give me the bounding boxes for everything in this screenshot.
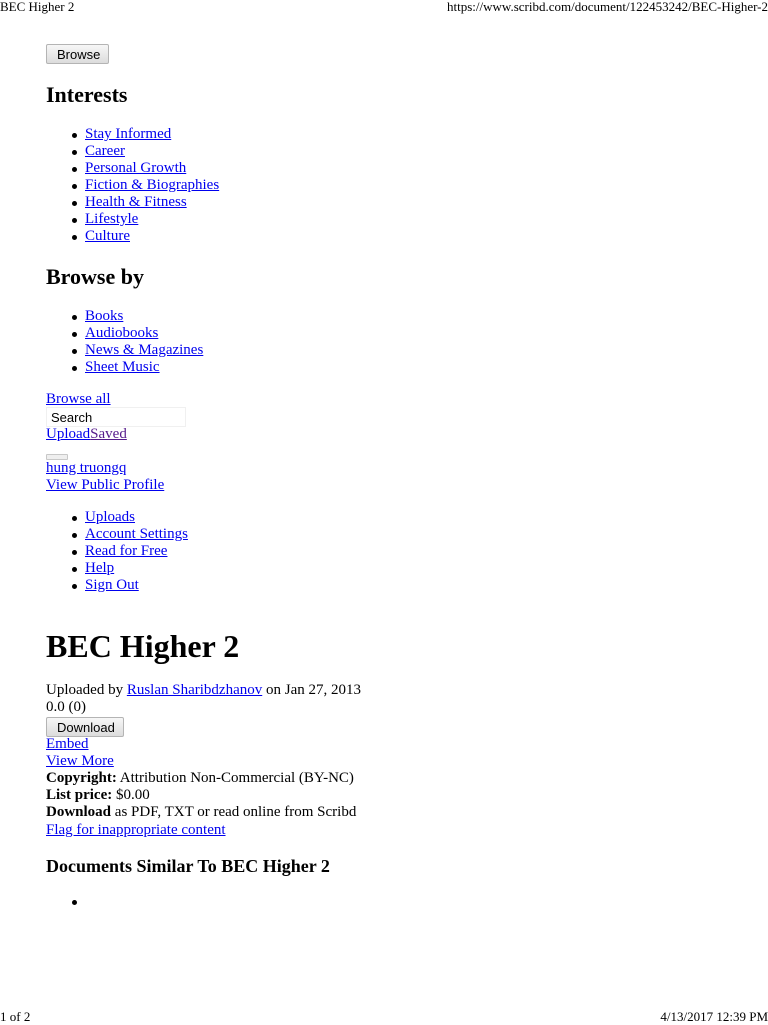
list-item xyxy=(46,509,188,526)
upload-link[interactable]: Upload xyxy=(46,426,91,442)
interest-link-career[interactable]: Career xyxy=(85,143,125,159)
list-item xyxy=(46,160,219,177)
user-name-link[interactable]: hung truongq xyxy=(46,460,127,476)
sign-out-link[interactable]: Sign Out xyxy=(85,577,139,593)
print-footer-page-count: 1 of 2 xyxy=(0,1009,31,1024)
help-link[interactable]: Help xyxy=(85,560,115,576)
list-price-line xyxy=(46,787,150,804)
list-item xyxy=(46,126,219,143)
interests-list xyxy=(46,126,219,245)
list-item xyxy=(46,893,89,910)
flag-content-link[interactable]: Flag for inappropriate content xyxy=(46,822,226,838)
list-item xyxy=(46,577,188,594)
list-item xyxy=(46,308,203,325)
browse-all-link[interactable]: Browse all xyxy=(46,391,111,407)
embed-link[interactable]: Embed xyxy=(46,736,89,752)
rating: 0.0 (0) xyxy=(46,699,86,715)
read-for-free-link[interactable]: Read for Free xyxy=(85,543,168,559)
list-price-value: $0.00 xyxy=(115,787,150,803)
uploaded-by-line xyxy=(46,682,361,699)
upload-date: on Jan 27, 2013 xyxy=(265,682,361,698)
print-header-url: https://www.scribd.com/document/122453242/BEC-Higher-2 xyxy=(447,0,768,14)
list-item xyxy=(46,543,188,560)
download-info-text: as PDF, TXT or read online from Scribd xyxy=(114,804,357,820)
interest-link-health-fitness[interactable]: Health & Fitness xyxy=(85,194,187,210)
list-item xyxy=(46,228,219,245)
browse-link-audiobooks[interactable]: Audiobooks xyxy=(85,325,159,341)
list-item xyxy=(46,359,203,376)
copyright-value: Attribution Non-Commercial (BY-NC) xyxy=(119,770,354,786)
uploaded-by-prefix: Uploaded by xyxy=(46,682,124,698)
copyright-label: Copyright: xyxy=(46,770,117,786)
uploads-link[interactable]: Uploads xyxy=(85,509,135,525)
similar-documents-heading: Documents Similar To BEC Higher 2 xyxy=(46,856,330,876)
print-header-title: BEC Higher 2 xyxy=(0,0,75,14)
user-menu-list xyxy=(46,509,188,594)
print-footer-datetime: 4/13/2017 12:39 PM xyxy=(660,1009,768,1024)
browse-link-books[interactable]: Books xyxy=(85,308,124,324)
list-price-label: List price: xyxy=(46,787,113,803)
download-label: Download xyxy=(46,804,112,820)
interest-link-personal-growth[interactable]: Personal Growth xyxy=(85,160,187,176)
browse-by-list xyxy=(46,308,203,376)
view-public-profile-link[interactable]: View Public Profile xyxy=(46,477,165,493)
interest-link-culture[interactable]: Culture xyxy=(85,228,130,244)
interest-link-fiction-biographies[interactable]: Fiction & Biographies xyxy=(85,177,220,193)
download-button[interactable]: Download xyxy=(46,717,124,737)
similar-documents-list xyxy=(46,893,89,910)
list-item xyxy=(46,560,188,577)
view-more-link[interactable]: View More xyxy=(46,753,114,769)
list-item xyxy=(46,194,219,211)
list-item xyxy=(46,177,219,194)
interest-link-stay-informed[interactable]: Stay Informed xyxy=(85,126,172,142)
upload-saved-row xyxy=(46,426,127,443)
saved-link[interactable]: Saved xyxy=(90,426,127,442)
copyright-line xyxy=(46,770,354,787)
list-item xyxy=(46,211,219,228)
browse-by-heading: Browse by xyxy=(46,264,144,289)
list-item xyxy=(46,342,203,359)
interest-link-lifestyle[interactable]: Lifestyle xyxy=(85,211,139,227)
download-info-line xyxy=(46,804,356,821)
list-item xyxy=(46,526,188,543)
browse-button[interactable]: Browse xyxy=(46,44,109,64)
browse-link-sheet-music[interactable]: Sheet Music xyxy=(85,359,160,375)
search-input[interactable] xyxy=(46,407,186,427)
list-item xyxy=(46,325,203,342)
uploader-link[interactable]: Ruslan Sharibdzhanov xyxy=(126,682,263,698)
browse-link-news-magazines[interactable]: News & Magazines xyxy=(85,342,204,358)
account-settings-link[interactable]: Account Settings xyxy=(85,526,188,542)
list-item xyxy=(46,143,219,160)
document-title: BEC Higher 2 xyxy=(46,628,240,664)
interests-heading: Interests xyxy=(46,82,128,107)
